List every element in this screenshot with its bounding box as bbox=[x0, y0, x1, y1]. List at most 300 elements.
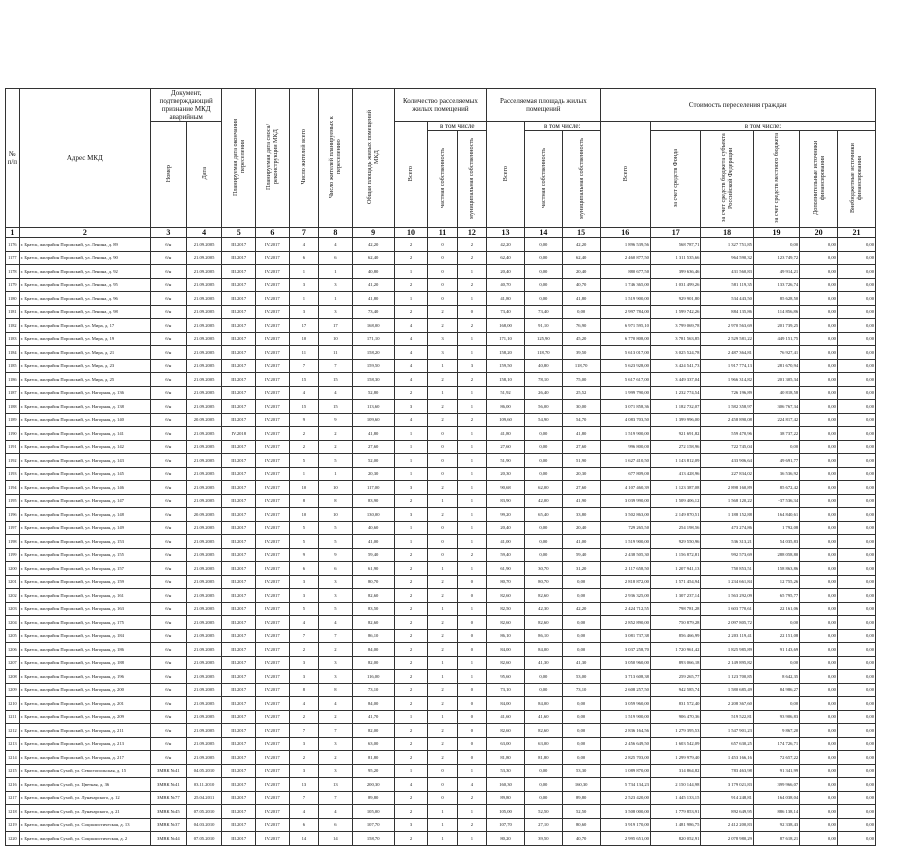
row-number-cell: 1211 bbox=[6, 710, 20, 724]
rooms-municipal-cell: 1 bbox=[457, 481, 486, 495]
total-area-cell: 40,60 bbox=[352, 521, 394, 535]
cost-extra-cell: 0,00 bbox=[800, 805, 838, 819]
rooms-private-cell: 3 bbox=[428, 332, 457, 346]
planned-end-cell: III.2017 bbox=[222, 359, 256, 373]
header-area-including: в том числе: bbox=[524, 122, 600, 131]
rooms-private-cell: 2 bbox=[428, 413, 457, 427]
total-area-cell: 158,70 bbox=[352, 832, 394, 846]
table-row bbox=[6, 710, 876, 724]
cost-fund-cell: 1 123 387,08 bbox=[650, 481, 700, 495]
cost-total-cell: 1 089 870,00 bbox=[600, 764, 650, 778]
area-total-cell: 27,60 bbox=[487, 440, 525, 454]
rooms-total-cell: 1 bbox=[394, 454, 428, 468]
area-total-cell: 82,60 bbox=[487, 589, 525, 603]
resettlement-table bbox=[5, 88, 876, 846]
rooms-total-cell: 2 bbox=[394, 737, 428, 751]
residents-planned-cell: 7 bbox=[319, 359, 353, 373]
rooms-municipal-cell: 0 bbox=[457, 697, 486, 711]
cost-local-cell: 133 726,74 bbox=[753, 278, 799, 292]
address-cell: г. Братск, жилрайон Порожский, ул. Нагорная, д. 153 bbox=[19, 535, 150, 549]
cost-fund-cell: 1 603 542,09 bbox=[650, 737, 700, 751]
cost-total-cell: 1 519 900,00 bbox=[600, 427, 650, 441]
cost-subject-cell: 2 078 980,29 bbox=[701, 832, 754, 846]
header-rooms-private bbox=[428, 131, 457, 228]
table-row bbox=[6, 643, 876, 657]
column-number: 5 bbox=[222, 228, 256, 238]
planned-end-cell: III.2017 bbox=[222, 251, 256, 265]
planned-end-cell: III.2017 bbox=[222, 481, 256, 495]
cost-local-cell: 8 642,35 bbox=[753, 670, 799, 684]
rooms-private-cell: 0 bbox=[428, 521, 457, 535]
row-number-cell: 1177 bbox=[6, 251, 20, 265]
rooms-total-cell: 3 bbox=[394, 818, 428, 832]
cost-off-budget-cell: 0,00 bbox=[837, 508, 875, 522]
area-total-cell: 158,10 bbox=[487, 373, 525, 387]
header-residents-planned bbox=[319, 89, 353, 228]
planned-end-cell: IV.2018 bbox=[222, 427, 256, 441]
area-total-cell: 80,70 bbox=[487, 575, 525, 589]
doc-number-cell: б/н bbox=[150, 251, 186, 265]
cost-total-cell: 1 999 790,00 bbox=[600, 386, 650, 400]
cost-total-cell: 880 677,50 bbox=[600, 265, 650, 279]
cost-extra-cell: 0,00 bbox=[800, 575, 838, 589]
rooms-municipal-cell: 1 bbox=[457, 467, 486, 481]
header-cost-subject-budget-label: за счет средств бюджета субъекта Российской Федерации bbox=[720, 133, 735, 223]
planned-end-cell: III.2017 bbox=[222, 724, 256, 738]
area-total-cell: 63,00 bbox=[487, 737, 525, 751]
header-cost-fund bbox=[650, 131, 700, 228]
column-number: 20 bbox=[800, 228, 838, 238]
residents-total-cell: 9 bbox=[289, 548, 318, 562]
area-private-cell: 27,10 bbox=[524, 818, 562, 832]
area-total-cell: 105,00 bbox=[487, 805, 525, 819]
table-row bbox=[6, 562, 876, 576]
rooms-total-cell: 1 bbox=[394, 521, 428, 535]
row-number-cell: 1213 bbox=[6, 737, 20, 751]
residents-planned-cell: 4 bbox=[319, 386, 353, 400]
area-municipal-cell: 41,00 bbox=[562, 535, 600, 549]
doc-number-cell: б/н bbox=[150, 575, 186, 589]
header-planned-demolition-label: Планируемая дата сноса/реконструкции МКД bbox=[265, 123, 280, 191]
area-private-cell: 42,00 bbox=[524, 494, 562, 508]
header-rooms-group: Количество расселяемых жилых помещений bbox=[394, 89, 486, 122]
rooms-total-cell: 4 bbox=[394, 346, 428, 360]
planned-demolition-cell: IV.2017 bbox=[256, 346, 290, 360]
rooms-private-cell: 0 bbox=[428, 238, 457, 252]
residents-planned-cell: 3 bbox=[319, 656, 353, 670]
cost-off-budget-cell: 0,00 bbox=[837, 697, 875, 711]
cost-total-cell: 3 919 170,00 bbox=[600, 818, 650, 832]
planned-demolition-cell: IV.2017 bbox=[256, 319, 290, 333]
address-cell: г. Братск, жилрайон Порожский, ул. Нагорная, д. 142 bbox=[19, 440, 150, 454]
row-number-cell: 1204 bbox=[6, 616, 20, 630]
planned-demolition-cell: IV.2017 bbox=[256, 413, 290, 427]
address-cell: г. Братск, жилрайон Порожский, ул. Мира, д. 25 bbox=[19, 373, 150, 387]
total-area-cell: 158,20 bbox=[352, 346, 394, 360]
residents-total-cell: 8 bbox=[289, 494, 318, 508]
rooms-total-cell: 2 bbox=[394, 724, 428, 738]
residents-planned-cell: 7 bbox=[319, 629, 353, 643]
table-row bbox=[6, 305, 876, 319]
cost-local-cell: 288 058,80 bbox=[753, 548, 799, 562]
address-cell: г. Братск, жилрайон Порожский, ул. Ленина, д. 89 bbox=[19, 238, 150, 252]
residents-planned-cell: 10 bbox=[319, 481, 353, 495]
rooms-private-cell: 0 bbox=[428, 548, 457, 562]
doc-date-cell: 21.09.2005 bbox=[186, 616, 222, 630]
doc-number-cell: б/н bbox=[150, 238, 186, 252]
area-municipal-cell: 160,30 bbox=[562, 778, 600, 792]
area-municipal-cell: 0,00 bbox=[562, 629, 600, 643]
cost-fund-cell: 413 428,96 bbox=[650, 467, 700, 481]
column-number: 3 bbox=[150, 228, 186, 238]
residents-planned-cell: 8 bbox=[319, 683, 353, 697]
rooms-private-cell: 1 bbox=[428, 562, 457, 576]
rooms-total-cell: 3 bbox=[394, 508, 428, 522]
cost-subject-cell: 2 097 805,72 bbox=[701, 616, 754, 630]
area-total-cell: 160,30 bbox=[487, 778, 525, 792]
planned-end-cell: III.2017 bbox=[222, 265, 256, 279]
area-municipal-cell: 0,00 bbox=[562, 589, 600, 603]
cost-total-cell: 2 608 257,50 bbox=[600, 683, 650, 697]
planned-end-cell: III.2017 bbox=[222, 643, 256, 657]
cost-total-cell: 2 438 505,30 bbox=[600, 548, 650, 562]
area-private-cell: 0,00 bbox=[524, 440, 562, 454]
doc-date-cell: 21.09.2005 bbox=[186, 319, 222, 333]
cost-local-cell: 36 536,92 bbox=[753, 467, 799, 481]
cost-extra-cell: 0,00 bbox=[800, 791, 838, 805]
rooms-municipal-cell: 1 bbox=[457, 427, 486, 441]
residents-total-cell: 5 bbox=[289, 454, 318, 468]
total-area-cell: 41,20 bbox=[352, 278, 394, 292]
area-private-cell: 42,30 bbox=[524, 602, 562, 616]
doc-number-cell: б/н bbox=[150, 589, 186, 603]
planned-demolition-cell: IV.2017 bbox=[256, 562, 290, 576]
cost-subject-cell: 1 580 685,49 bbox=[701, 683, 754, 697]
rooms-municipal-cell: 1 bbox=[457, 656, 486, 670]
total-area-cell: 82,00 bbox=[352, 656, 394, 670]
table-row bbox=[6, 832, 876, 846]
address-cell: г. Братск, жилрайон Сухой, ул. Цветная, д. 36 bbox=[19, 778, 150, 792]
doc-date-cell: 21.09.2005 bbox=[186, 440, 222, 454]
cost-off-budget-cell: 0,00 bbox=[837, 454, 875, 468]
cost-total-cell: 2 460 877,50 bbox=[600, 251, 650, 265]
rooms-total-cell: 2 bbox=[394, 589, 428, 603]
cost-extra-cell: 0,00 bbox=[800, 710, 838, 724]
cost-local-cell: 84 986,27 bbox=[753, 683, 799, 697]
rooms-total-cell: 1 bbox=[394, 265, 428, 279]
cost-fund-cell: 1 599 742,26 bbox=[650, 305, 700, 319]
doc-date-cell: 21.09.2005 bbox=[186, 373, 222, 387]
table-row bbox=[6, 656, 876, 670]
cost-subject-cell: 2 487 364,81 bbox=[701, 346, 754, 360]
doc-number-cell: б/н bbox=[150, 278, 186, 292]
rooms-total-cell: 2 bbox=[394, 656, 428, 670]
doc-date-cell: 21.09.2005 bbox=[186, 697, 222, 711]
table-row bbox=[6, 238, 876, 252]
residents-planned-cell: 3 bbox=[319, 305, 353, 319]
cost-subject-cell: 2 149 895,82 bbox=[701, 656, 754, 670]
cost-extra-cell: 0,00 bbox=[800, 670, 838, 684]
cost-local-cell: -37 536,34 bbox=[753, 494, 799, 508]
cost-local-cell: 38 737,22 bbox=[753, 427, 799, 441]
planned-demolition-cell: IV.2017 bbox=[256, 265, 290, 279]
doc-date-cell: 21.09.2005 bbox=[186, 238, 222, 252]
table-row bbox=[6, 508, 876, 522]
total-area-cell: 130,00 bbox=[352, 508, 394, 522]
cost-off-budget-cell: 0,00 bbox=[837, 710, 875, 724]
row-number-cell: 1193 bbox=[6, 467, 20, 481]
cost-local-cell: 399 966,07 bbox=[753, 778, 799, 792]
rooms-municipal-cell: 4 bbox=[457, 778, 486, 792]
rooms-total-cell: 2 bbox=[394, 751, 428, 765]
residents-total-cell: 10 bbox=[289, 508, 318, 522]
address-cell: г. Братск, жилрайон Порожский, ул. Нагорная, д. 145 bbox=[19, 467, 150, 481]
doc-number-cell: б/н bbox=[150, 481, 186, 495]
header-cost-group: Стоимость переселения граждан bbox=[600, 89, 875, 122]
cost-off-budget-cell: 0,00 bbox=[837, 670, 875, 684]
planned-demolition-cell: IV.2017 bbox=[256, 373, 290, 387]
residents-total-cell: 7 bbox=[289, 791, 318, 805]
header-cost-off-budget bbox=[837, 131, 875, 228]
cost-extra-cell: 0,00 bbox=[800, 778, 838, 792]
header-cost-including: в том числе: bbox=[650, 122, 875, 131]
area-private-cell: 63,00 bbox=[524, 737, 562, 751]
residents-total-cell: 2 bbox=[289, 427, 318, 441]
cost-total-cell: 1 519 900,00 bbox=[600, 710, 650, 724]
doc-number-cell: б/н bbox=[150, 697, 186, 711]
cost-off-budget-cell: 0,00 bbox=[837, 332, 875, 346]
rooms-total-cell: 2 bbox=[394, 832, 428, 846]
cost-fund-cell: 1 182 732,07 bbox=[650, 400, 700, 414]
total-area-cell: 83,50 bbox=[352, 602, 394, 616]
area-municipal-cell: 75,00 bbox=[562, 373, 600, 387]
planned-end-cell: III.2017 bbox=[222, 818, 256, 832]
cost-local-cell: 91 143,69 bbox=[753, 643, 799, 657]
doc-date-cell: 21.09.2005 bbox=[186, 751, 222, 765]
doc-number-cell: б/н bbox=[150, 305, 186, 319]
table-row bbox=[6, 616, 876, 630]
table-row bbox=[6, 602, 876, 616]
total-area-cell: 82,00 bbox=[352, 724, 394, 738]
rooms-private-cell: 0 bbox=[428, 251, 457, 265]
cost-extra-cell: 0,00 bbox=[800, 602, 838, 616]
planned-end-cell: III.2017 bbox=[222, 238, 256, 252]
cost-local-cell: 72 657,22 bbox=[753, 751, 799, 765]
address-cell: г. Братск, жилрайон Порожский, ул. Нагорная, д. 163 bbox=[19, 602, 150, 616]
total-area-cell: 52,00 bbox=[352, 454, 394, 468]
cost-subject-cell: 536 313,21 bbox=[701, 535, 754, 549]
residents-planned-cell: 6 bbox=[319, 251, 353, 265]
planned-demolition-cell: IV.2017 bbox=[256, 616, 290, 630]
area-municipal-cell: 40,70 bbox=[562, 278, 600, 292]
area-municipal-cell: 118,70 bbox=[562, 359, 600, 373]
cost-local-cell: 12 755,26 bbox=[753, 575, 799, 589]
rooms-private-cell: 0 bbox=[428, 791, 457, 805]
rooms-municipal-cell: 1 bbox=[457, 562, 486, 576]
rooms-total-cell: 2 bbox=[394, 238, 428, 252]
cost-extra-cell: 0,00 bbox=[800, 535, 838, 549]
cost-fund-cell: 2 149 870,51 bbox=[650, 508, 700, 522]
area-total-cell: 83,90 bbox=[487, 494, 525, 508]
row-number-cell: 1209 bbox=[6, 683, 20, 697]
header-rooms-municipal-label: муниципальная собственность bbox=[468, 137, 476, 219]
rooms-municipal-cell: 2 bbox=[457, 319, 486, 333]
planned-demolition-cell: IV.2017 bbox=[256, 359, 290, 373]
residents-total-cell: 3 bbox=[289, 589, 318, 603]
cost-total-cell: 3 050 960,00 bbox=[600, 656, 650, 670]
cost-local-cell: 91 341,99 bbox=[753, 764, 799, 778]
residents-total-cell: 14 bbox=[289, 832, 318, 846]
residents-planned-cell: 15 bbox=[319, 400, 353, 414]
doc-date-cell: 21.09.2005 bbox=[186, 346, 222, 360]
cost-subject-cell: 581 119,35 bbox=[701, 278, 754, 292]
area-total-cell: 86,00 bbox=[487, 400, 525, 414]
cost-subject-cell: 2 970 563,69 bbox=[701, 319, 754, 333]
area-private-cell: 0,00 bbox=[524, 467, 562, 481]
cost-local-cell: 123 749,72 bbox=[753, 251, 799, 265]
doc-number-cell: б/н bbox=[150, 319, 186, 333]
header-area-group: Расселяемая площадь жилых помещений bbox=[487, 89, 600, 122]
cost-local-cell: 85 628,50 bbox=[753, 292, 799, 306]
cost-fund-cell: 1 299 979,40 bbox=[650, 751, 700, 765]
cost-off-budget-cell: 0,00 bbox=[837, 427, 875, 441]
cost-local-cell: 92 338,43 bbox=[753, 818, 799, 832]
planned-demolition-cell: IV.2017 bbox=[256, 778, 290, 792]
table-row bbox=[6, 440, 876, 454]
planned-demolition-cell: IV.2017 bbox=[256, 535, 290, 549]
area-municipal-cell: 20,40 bbox=[562, 521, 600, 535]
rooms-private-cell: 0 bbox=[428, 265, 457, 279]
doc-date-cell: 21.09.2005 bbox=[186, 454, 222, 468]
doc-date-cell: 21.09.2005 bbox=[186, 575, 222, 589]
area-total-cell: 82,60 bbox=[487, 724, 525, 738]
row-number-cell: 1194 bbox=[6, 481, 20, 495]
total-area-cell: 41,80 bbox=[352, 427, 394, 441]
planned-end-cell: III.2017 bbox=[222, 305, 256, 319]
residents-planned-cell: 14 bbox=[319, 832, 353, 846]
doc-number-cell: б/н bbox=[150, 400, 186, 414]
cost-extra-cell: 0,00 bbox=[800, 683, 838, 697]
header-doc-date bbox=[186, 122, 222, 228]
cost-off-budget-cell: 0,00 bbox=[837, 359, 875, 373]
rooms-municipal-cell: 1 bbox=[457, 440, 486, 454]
doc-date-cell: 21.09.2005 bbox=[186, 629, 222, 643]
address-cell: г. Братск, жилрайон Порожский, ул. Нагорная, д. 140 bbox=[19, 413, 150, 427]
cost-subject-cell: 1 563 292,09 bbox=[701, 589, 754, 603]
address-cell: г. Братск, жилрайон Сухой, ул. Севастопольская, д. 15 bbox=[19, 764, 150, 778]
cost-extra-cell: 0,00 bbox=[800, 481, 838, 495]
cost-fund-cell: 399 636,46 bbox=[650, 265, 700, 279]
rooms-total-cell: 3 bbox=[394, 481, 428, 495]
planned-demolition-cell: IV.2017 bbox=[256, 697, 290, 711]
rooms-private-cell: 0 bbox=[428, 427, 457, 441]
header-area-municipal bbox=[562, 131, 600, 228]
area-private-cell: 0,00 bbox=[524, 427, 562, 441]
area-private-cell: 41,30 bbox=[524, 656, 562, 670]
doc-number-cell: б/н bbox=[150, 373, 186, 387]
residents-planned-cell: 4 bbox=[319, 697, 353, 711]
cost-extra-cell: 0,00 bbox=[800, 656, 838, 670]
cost-fund-cell: 254 198,56 bbox=[650, 521, 700, 535]
cost-fund-cell: 1 232 774,54 bbox=[650, 386, 700, 400]
total-area-cell: 200,30 bbox=[352, 778, 394, 792]
area-private-cell: 0,00 bbox=[524, 251, 562, 265]
residents-planned-cell: 3 bbox=[319, 670, 353, 684]
cost-off-budget-cell: 0,00 bbox=[837, 616, 875, 630]
planned-end-cell: III.2017 bbox=[222, 508, 256, 522]
area-private-cell: 40,80 bbox=[524, 359, 562, 373]
area-total-cell: 80,20 bbox=[487, 832, 525, 846]
rooms-total-cell: 1 bbox=[394, 427, 428, 441]
rooms-total-cell: 2 bbox=[394, 386, 428, 400]
rooms-municipal-cell: 0 bbox=[457, 643, 486, 657]
cost-off-budget-cell: 0,00 bbox=[837, 238, 875, 252]
area-total-cell: 89,80 bbox=[487, 791, 525, 805]
header-planned-end bbox=[222, 89, 256, 228]
total-area-cell: 41,80 bbox=[352, 292, 394, 306]
area-municipal-cell: 0,00 bbox=[562, 751, 600, 765]
planned-end-cell: III.2017 bbox=[222, 373, 256, 387]
residents-planned-cell: 6 bbox=[319, 562, 353, 576]
row-number-cell: 1201 bbox=[6, 575, 20, 589]
total-area-cell: 117,00 bbox=[352, 481, 394, 495]
rooms-private-cell: 0 bbox=[428, 467, 457, 481]
cost-total-cell: 5 613 017,00 bbox=[600, 346, 650, 360]
area-municipal-cell: 54,70 bbox=[562, 413, 600, 427]
cost-subject-cell: 892 649,95 bbox=[701, 805, 754, 819]
area-municipal-cell: 0,00 bbox=[562, 724, 600, 738]
cost-extra-cell: 0,00 bbox=[800, 440, 838, 454]
area-private-cell: 30,70 bbox=[524, 562, 562, 576]
cost-subject-cell: 2 412 200,83 bbox=[701, 818, 754, 832]
area-municipal-cell: 41,80 bbox=[562, 427, 600, 441]
rooms-municipal-cell: 1 bbox=[457, 805, 486, 819]
area-total-cell: 62,40 bbox=[487, 251, 525, 265]
area-municipal-cell: 41,90 bbox=[562, 494, 600, 508]
table-row bbox=[6, 467, 876, 481]
header-document-group: Документ, подтверждающий признание МКД аварийным bbox=[150, 89, 221, 122]
cost-off-budget-cell: 0,00 bbox=[837, 602, 875, 616]
column-number: 21 bbox=[837, 228, 875, 238]
cost-subject-cell: 726 196,89 bbox=[701, 386, 754, 400]
area-total-cell: 59,40 bbox=[487, 548, 525, 562]
address-cell: г. Братск, жилрайон Порожский, ул. Нагорная, д. 149 bbox=[19, 521, 150, 535]
cost-total-cell: 5 734 134,23 bbox=[600, 778, 650, 792]
cost-fund-cell: 893 066,18 bbox=[650, 656, 700, 670]
rooms-total-cell: 2 bbox=[394, 305, 428, 319]
rooms-private-cell: 2 bbox=[428, 724, 457, 738]
area-private-cell: 0,00 bbox=[524, 292, 562, 306]
row-number-cell: 1191 bbox=[6, 440, 20, 454]
total-area-cell: 20,30 bbox=[352, 467, 394, 481]
planned-end-cell: III.2017 bbox=[222, 710, 256, 724]
residents-planned-cell: 3 bbox=[319, 278, 353, 292]
cost-fund-cell: 1 445 133,15 bbox=[650, 791, 700, 805]
row-number-cell: 1192 bbox=[6, 454, 20, 468]
column-number: 12 bbox=[457, 228, 486, 238]
residents-planned-cell: 8 bbox=[319, 494, 353, 508]
cost-fund-cell: 1 720 961,42 bbox=[650, 643, 700, 657]
area-municipal-cell: 25,52 bbox=[562, 386, 600, 400]
residents-total-cell: 3 bbox=[289, 278, 318, 292]
row-number-cell: 1202 bbox=[6, 589, 20, 603]
doc-date-cell: 03.11.2010 bbox=[186, 778, 222, 792]
cost-extra-cell: 0,00 bbox=[800, 764, 838, 778]
area-private-cell: 86,10 bbox=[524, 629, 562, 643]
doc-date-cell: 21.09.2005 bbox=[186, 602, 222, 616]
address-cell: г. Братск, жилрайон Порожский, ул. Нагорная, д. 196 bbox=[19, 670, 150, 684]
planned-demolition-cell: IV.2017 bbox=[256, 805, 290, 819]
